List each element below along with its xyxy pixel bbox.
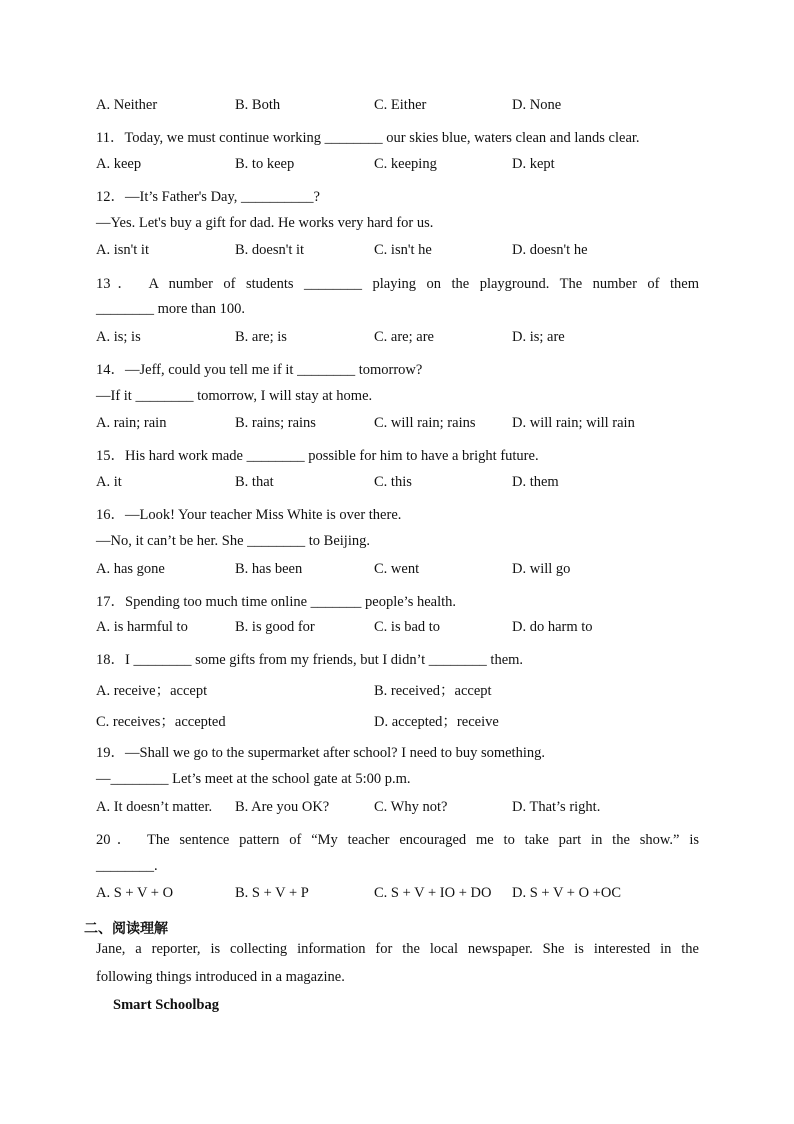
options-20 (96, 885, 716, 905)
question-20-stem-2: ________. (96, 858, 158, 874)
options-14 (96, 415, 716, 435)
option-d: D. will go (512, 561, 571, 577)
question-14-stem-2: —If it ________ tomorrow, I will stay at home. (96, 388, 373, 404)
option-b: B. received；accept (374, 683, 492, 699)
options-16 (96, 561, 716, 581)
option-d: D. do harm to (512, 619, 593, 635)
option-b: B. are; is (235, 329, 287, 345)
option-b: B. has been (235, 561, 303, 577)
option-c: C. S + V + IO + DO (374, 885, 492, 901)
question-13-stem: 13． A number of students ________ playing on the playground. The number of them (96, 276, 699, 292)
options-18-row-2 (96, 710, 716, 730)
option-b: B. S + V + P (235, 885, 309, 901)
option-c: C. isn't he (374, 242, 432, 258)
options-15 (96, 474, 716, 494)
option-d: D. kept (512, 156, 555, 172)
option-b: B. Are you OK? (235, 799, 330, 815)
option-b: B. that (235, 474, 274, 490)
options-12 (96, 242, 716, 262)
question-19-stem: 19．—Shall we go to the supermarket after school? I need to buy something. (96, 745, 545, 761)
options-17 (96, 619, 716, 639)
option-c: C. went (374, 561, 420, 577)
option-c: C. are; are (374, 329, 434, 345)
option-d: D. accepted；receive (374, 714, 499, 730)
question-18-stem: 18．I ________ some gifts from my friends, but I didn’t ________ them. (96, 652, 524, 668)
section-title: 二、阅读理解 (84, 921, 168, 937)
options-11 (96, 156, 716, 176)
option-d: D. will rain; will rain (512, 415, 635, 431)
option-a: A. keep (96, 156, 142, 172)
option-d: D. doesn't he (512, 242, 588, 258)
question-16-stem-2: —No, it can’t be her. She ________ to Beijing. (96, 533, 370, 549)
options-18-row-1 (96, 679, 716, 699)
passage-line-1: Jane, a reporter, is collecting information for the local newspaper. She is interested in the (96, 941, 699, 957)
option-a: A. it (96, 474, 122, 490)
option-a: A. It doesn’t matter. (96, 799, 213, 815)
passage-subtitle: Smart Schoolbag (113, 997, 219, 1013)
passage-line-2: following things introduced in a magazine. (96, 969, 345, 985)
question-14-stem: 14．—Jeff, could you tell me if it ________ tomorrow? (96, 362, 423, 378)
option-c: C. keeping (374, 156, 437, 172)
option-a: A. has gone (96, 561, 165, 577)
question-19-stem-2: —________ Let’s meet at the school gate at 5:00 p.m. (96, 771, 411, 787)
option-c: C. Either (374, 97, 427, 113)
options-19 (96, 799, 716, 819)
option-c: C. receives；accepted (96, 714, 226, 730)
question-12-stem: 12．—It’s Father's Day, __________? (96, 189, 320, 205)
option-b: B. Both (235, 97, 281, 113)
options-10 (96, 97, 716, 117)
option-b: B. is good for (235, 619, 315, 635)
option-a: A. receive；accept (96, 683, 208, 699)
option-b: B. doesn't it (235, 242, 305, 258)
question-12-stem-2: —Yes. Let's buy a gift for dad. He works very hard for us. (96, 215, 434, 231)
option-c: C. will rain; rains (374, 415, 476, 431)
option-a: A. is harmful to (96, 619, 188, 635)
question-16-stem: 16．—Look! Your teacher Miss White is over there. (96, 507, 402, 523)
question-15-stem: 15．His hard work made ________ possible for him to have a bright future. (96, 448, 539, 464)
question-17-stem: 17．Spending too much time online _______ people’s health. (96, 594, 457, 610)
option-d: D. That’s right. (512, 799, 601, 815)
option-c: C. is bad to (374, 619, 441, 635)
option-a: A. isn't it (96, 242, 149, 258)
option-d: D. None (512, 97, 562, 113)
option-c: C. Why not? (374, 799, 448, 815)
option-d: D. them (512, 474, 559, 490)
option-a: A. rain; rain (96, 415, 167, 431)
question-20-stem: 20． The sentence pattern of “My teacher encouraged me to take part in the show.” is (96, 832, 699, 848)
options-13 (96, 329, 716, 349)
option-a: A. is; is (96, 329, 141, 345)
option-c: C. this (374, 474, 412, 490)
option-b: B. rains; rains (235, 415, 316, 431)
option-a: A. S + V + O (96, 885, 174, 901)
question-11-stem: 11．Today, we must continue working ________ our skies blue, waters clean and lands clear. (96, 130, 640, 146)
option-d: D. is; are (512, 329, 565, 345)
question-13-stem-2: ________ more than 100. (96, 301, 246, 317)
option-b: B. to keep (235, 156, 295, 172)
option-d: D. S + V + O +OC (512, 885, 622, 901)
option-a: A. Neither (96, 97, 158, 113)
